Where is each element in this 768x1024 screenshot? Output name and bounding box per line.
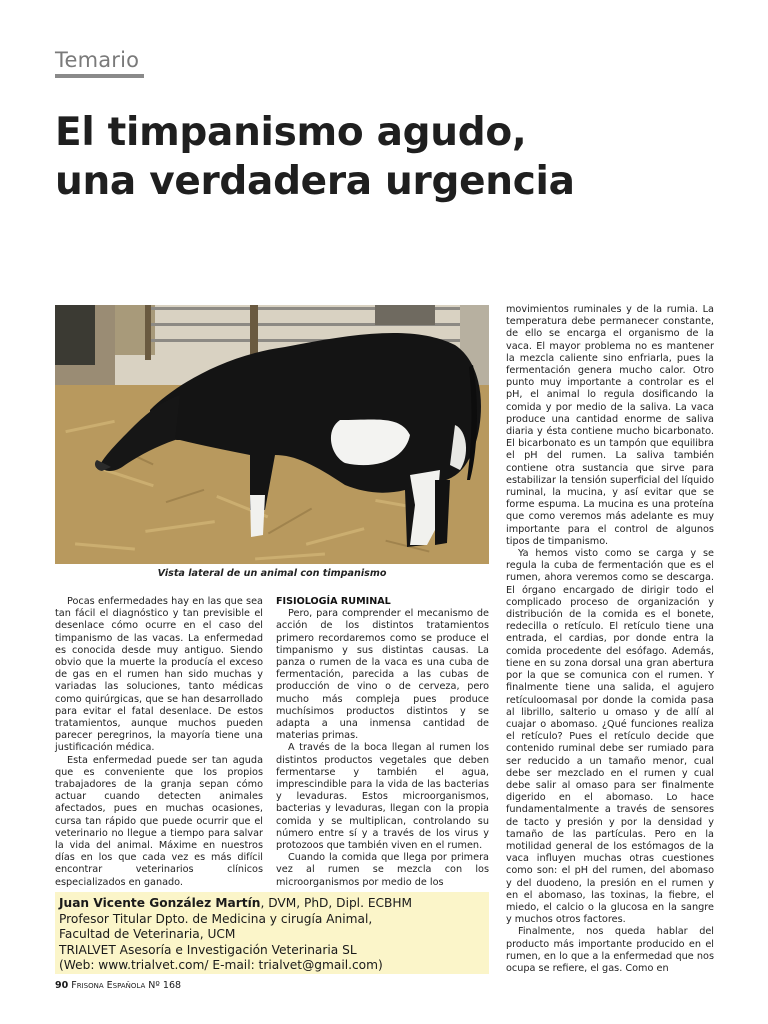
paragraph: Finalmente, nos queda hablar del producto más importante producido en el rumen, en lo que a la enfermedad que nos ocupa se refiere, el gas. Como en <box>506 926 714 974</box>
paragraph: Pocas enfermedades hay en las que sea tan fácil el diagnóstico y tan previsible el desenlace cómo ocurre en el caso del timpanismo de las vacas. La enfermedad es conocida desde muy antiguo. Siendo obvio que la muerte la producía el exceso de gas en el rumen han sido muchas y variadas las soluciones, tanto médicas como quirúrgicas, que se han desarrollado para evitar el fatal desenlace. De estos tratamientos, aunque muchos pueden parecer peregrinos, la mayoría tiene una justificación médica. <box>55 596 263 754</box>
paragraph: A través de la boca llegan al rumen los distintos productos vegetales que deben fermentarse y también el agua, imprescindible para la vida de las bacterias y levaduras. Estos microorganismos, bacterias y levaduras, llegan con la propia comida y se multiplican, controlando su número entre sí y a través de los virus y protozoos que también viven en el rumen. <box>276 742 489 852</box>
article-column-3 <box>506 304 714 975</box>
author-company: TRIALVET Asesoría e Investigación Veterinaria SL <box>59 942 357 957</box>
author-info-box <box>55 892 489 974</box>
page-footer <box>55 980 181 991</box>
magazine-name: Frisona Española <box>71 980 146 991</box>
section-underline <box>55 74 144 78</box>
author-faculty: Facultad de Veterinaria, UCM <box>59 927 236 941</box>
paragraph: Esta enfermedad puede ser tan aguda que es conveniente que los propios trabajadores de la granja sepan cómo actuar cuando detecten animales afectados, pues en muchas ocasiones, cursa tan rápido que puede ocurrir que el veterinario no llegue a tiempo para salvar la vida del animal. Máxime en nuestros días en los que cada vez es más difícil encontrar veterinarios clínicos especializados en ganado. <box>55 754 263 888</box>
headline-line-2: una verdadera urgencia <box>55 159 575 204</box>
author-name: Juan Vicente González Martín <box>59 896 261 910</box>
article-photo-cow <box>55 305 489 564</box>
page-number: 90 <box>55 980 69 991</box>
issue-number: Nº 168 <box>148 980 182 991</box>
author-credentials: , DVM, PhD, Dipl. ECBHM <box>260 896 413 910</box>
author-affiliation: Profesor Titular Dpto. de Medicina y cirugía Animal, <box>59 911 373 926</box>
author-line <box>59 896 485 912</box>
paragraph: Ya hemos visto como se carga y se regula la cuba de fermentación que es el rumen, ahora veremos como se descarga. El órgano encargado de dirigir todo el complicado proceso de organización y distribución de la comida es el bonete, redecilla o retículo. El retículo tiene una entrada, el cardias, por donde entra la comida procedente del esófago. Además, tiene en su zona dorsal una gran abertura por la que se comunica con el rumen. Y finalmente tiene una salida, el agujero retículoomasal por donde la comida pasa al librillo, salterio u omaso y de allí al cuajar o abomaso. ¿Qué funciones realiza el retículo? Pues el retículo decide que contenido ruminal debe ser rumiado para ser reducido a un tamaño menor, cual debe ser mezclado en el rumen y cual debe salir al omaso para ser finalmente digerido en el abomaso. Lo hace fundamentalmente a través de sensores de tacto y presión y por la densidad y tamaño de las partículas. Pero en la motilidad general de los estómagos de la vaca influyen muchas otras cuestiones como son: el pH del rumen, del abomaso y del duodeno, la presión en el rumen y en el abomaso, las toxinas, la fiebre, el miedo, el calcio o la glucosa en la sangre y muchos otros factores. <box>506 548 714 926</box>
article-column-2 <box>276 596 489 889</box>
article-column-1 <box>55 596 263 889</box>
photo-caption: Vista lateral de un animal con timpanismo <box>157 568 387 579</box>
headline-line-1: El timpanismo agudo, <box>55 110 527 155</box>
paragraph: movimientos ruminales y de la rumia. La temperatura debe permanecer constante, de ello se encarga el organismo de la vaca. El mayor problema no es mantener la mezcla caliente sino enfriarla, pues la fermentación genera mucho calor. Otro punto muy importante a controlar es el pH, el animal lo regula dosificando la comida y por medio de la saliva. La vaca produce una cantidad enorme de saliva diaria y ésta contiene mucho bicarbonato. El bicarbonato es un tampón que equilibra el pH del rumen. La saliva también contiene otra sustancia que sirve para estabilizar la tensión superficial del líquido ruminal, la mucina, y así evitar que se forme espuma. La mucina es una proteína que como veremos más adelante es muy importante para el control de algunos tipos de timpanismo. <box>506 304 714 547</box>
article-headline <box>55 108 695 206</box>
paragraph: Cuando la comida que llega por primera vez al rumen se mezcla con los microorganismos por medio de los <box>276 852 489 888</box>
author-contact: (Web: www.trialvet.com/ E-mail: trialvet@gmail.com) <box>59 958 383 972</box>
paragraph: Pero, para comprender el mecanismo de acción de los distintos tratamientos primero recordaremos como se produce el timpanismo y sus distintas causas. La panza o rumen de la vaca es una cuba de fermentación, parecida a las cubas de producción de vino o de cerveza, pero mucho más compleja pues produce muchísimos productos distintos y se adapta a una inmensa cantidad de materias primas. <box>276 608 489 742</box>
cow-illustration <box>55 305 489 564</box>
section-subheading: FISIOLOGÍA RUMINAL <box>276 596 391 607</box>
section-label: Temario <box>55 48 140 72</box>
